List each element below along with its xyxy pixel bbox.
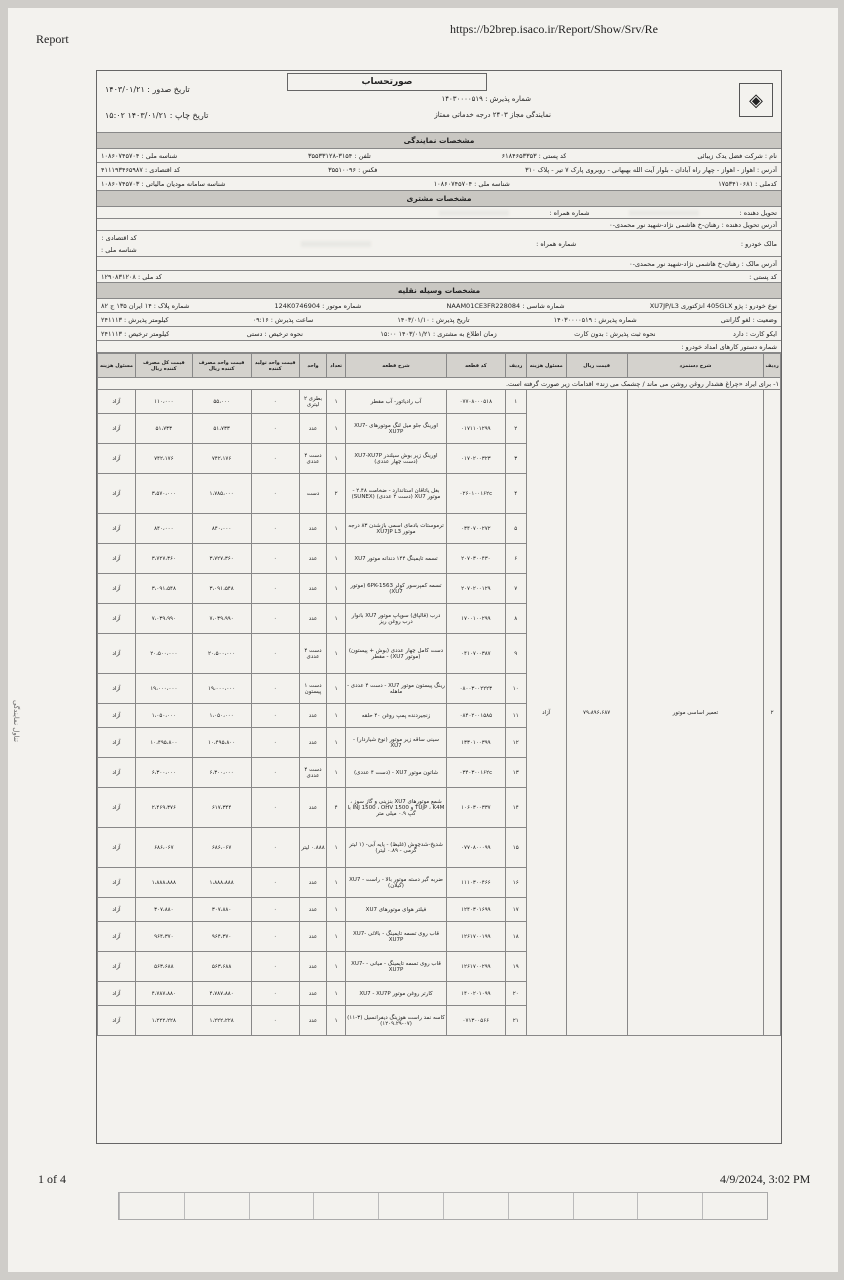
part-manufacturer-price: ۰ (251, 728, 299, 758)
customer-postal: کد پستی : (749, 272, 777, 281)
next-page-strip (118, 1192, 768, 1220)
part-row-number: ۱۹ (505, 952, 526, 982)
part-manufacturer-price: ۰ (251, 390, 299, 414)
browser-print-title: Report (36, 32, 69, 46)
redacted-field (439, 210, 509, 216)
part-unit-price: ۵۱،۷۳۳ (192, 414, 251, 444)
vehicle-km-out: کیلومتر ترخیص : ۲۴۱۱۱۳ (101, 329, 170, 338)
part-description: ترموستات بادمای اسمی بازشدن ۸۳ درجه موتور XU7JP L3 (346, 514, 447, 544)
column-header: قیمت کل مصرف کننده ریال (135, 354, 192, 378)
part-unit: عدد (299, 728, 326, 758)
issue-date: تاریخ صدور : ۱۴۰۳/۰۱/۲۱ (105, 85, 190, 94)
part-code: ۱۲۶۱۷۰۰۱۹۹ (446, 922, 505, 952)
part-manufacturer-price: ۰ (251, 952, 299, 982)
part-unit: عدد (299, 574, 326, 604)
part-code: ۱۲۴۰۳۰۱۶۹۹ (446, 898, 505, 922)
part-description: بغل یاتاقان استاندارد - ضخامت ۲.۴۸ - موتور XU7 (دست ۲ عددی) (SUNEX) (346, 474, 447, 514)
part-manufacturer-price: ۰ (251, 414, 299, 444)
part-total-price: ۱،۸۸۸،۸۸۸ (135, 868, 192, 898)
part-unit-price: ۱،۸۸۸،۸۸۸ (192, 868, 251, 898)
part-code: ۱۷۰۰۱۰۰۲۹۹ (446, 604, 505, 634)
vehicle-km-in: کیلومتر پذیرش : ۲۴۱۱۱۳ (101, 315, 169, 324)
customer-row-4 (97, 257, 781, 271)
part-row-number: ۲۰ (505, 982, 526, 1006)
part-code: ۲۰۷۰۲۰۰۱۲۹ (446, 574, 505, 604)
part-description: شاتون موتور XU7 - (دست ۴ عددی) (346, 758, 447, 788)
invoice-title: صورتحساب (287, 73, 487, 91)
binding-margin-text: تناول نمایندگی (12, 700, 20, 742)
print-date: تاریخ چاپ : ۱۴۰۳/۰۱/۲۱ ۱۵:۰۲ (105, 111, 209, 120)
part-manufacturer-price: ۰ (251, 828, 299, 868)
part-unit: عدد (299, 414, 326, 444)
part-unit-price: ۷۴۲،۱۷۶ (192, 444, 251, 474)
part-quantity: ۱ (327, 922, 346, 952)
column-header: واحد (299, 354, 326, 378)
column-header: مسئول هزینه (526, 354, 566, 378)
part-manufacturer-price: ۰ (251, 514, 299, 544)
part-payer: آزاد (98, 390, 136, 414)
part-payer: آزاد (98, 574, 136, 604)
agency-postal: کد پستی : ۶۱۸۴۶۵۳۳۵۳ (501, 151, 567, 160)
part-code: ۰۳۴۰۳۰۰۱۶۲c (446, 758, 505, 788)
column-header: مسئول هزینه (98, 354, 136, 378)
part-unit: دست (299, 474, 326, 514)
part-total-price: ۱۰،۴۹۵،۸۰۰ (135, 728, 192, 758)
part-code: ۰۷۱۳۰۰۵۶۶ (446, 1006, 505, 1036)
page-counter: 1 of 4 (38, 1172, 66, 1186)
part-unit-price: ۹۶۴،۳۷۰ (192, 922, 251, 952)
labor-payer: آزاد (526, 390, 566, 1036)
part-unit-price: ۱۰،۴۹۵،۸۰۰ (192, 728, 251, 758)
part-row-number: ۱۳ (505, 758, 526, 788)
part-total-price: ۲۰،۵۰۰،۰۰۰ (135, 634, 192, 674)
vehicle-row-3 (97, 327, 781, 341)
part-payer: آزاد (98, 922, 136, 952)
vehicle-notice-time: زمان اطلاع به مشتری : ۱۴۰۳/۰۱/۲۱ ۱۵:۰۰ (380, 329, 497, 338)
part-unit-price: ۶،۳۰۰،۰۰۰ (192, 758, 251, 788)
part-payer: آزاد (98, 788, 136, 828)
part-unit: عدد (299, 868, 326, 898)
part-unit-price: ۶۱۷،۳۴۴ (192, 788, 251, 828)
part-payer: آزاد (98, 828, 136, 868)
part-code: ۱۱۱۰۳۰۰۴۶۶ (446, 868, 505, 898)
part-total-price: ۶،۳۰۰،۰۰۰ (135, 758, 192, 788)
part-description: اورینگ زیر بوش سیلندر XU7-XU7P (دست چهار عددی) (346, 444, 447, 474)
part-total-price: ۹۶۴،۳۷۰ (135, 922, 192, 952)
part-row-number: ۳ (505, 444, 526, 474)
part-payer: آزاد (98, 952, 136, 982)
part-manufacturer-price: ۰ (251, 444, 299, 474)
part-payer: آزاد (98, 898, 136, 922)
part-unit: دست ۱ پیستون (299, 674, 326, 704)
redacted-field (629, 210, 699, 216)
vehicle-chassis: شماره شاسی : NAAM01CE3FR228084 (446, 301, 565, 310)
part-description: درب (قالپاق) سوپاپ موتور XU7 بانوار درب روغن ریز (346, 604, 447, 634)
part-description: قاب روی تسمه تایمینگ - بالائی XU7-XU7P (346, 922, 447, 952)
vehicle-reception-date: تاریخ پذیرش : ۱۴۰۳/۰۱/۱۰ (397, 315, 470, 324)
part-quantity: ۱ (327, 604, 346, 634)
part-row-number: ۸ (505, 604, 526, 634)
part-payer: آزاد (98, 982, 136, 1006)
agency-economic-code: کد اقتصادی : ۴۱۱۱۹۳۴۶۵۹۸۷ (101, 165, 181, 174)
customer-delivery-address: آدرس تحویل دهنده : رهنان-خ هاشمی نژاد-شهید نور محمدی-۰ (609, 220, 777, 229)
part-row-number: ۲۱ (505, 1006, 526, 1036)
customer-owner-address: آدرس مالک : رهنان-خ هاشمی نژاد-شهید نور محمدی-۰ (629, 259, 777, 268)
part-total-price: ۱۱۰،۰۰۰ (135, 390, 192, 414)
part-total-price: ۳،۰۹۱،۵۴۸ (135, 574, 192, 604)
part-total-price: ۱۹،۰۰۰،۰۰۰ (135, 674, 192, 704)
part-payer: آزاد (98, 544, 136, 574)
customer-national-id: شناسه ملی : (101, 245, 137, 254)
labor-row-number: ۲ (764, 390, 781, 1036)
part-unit-price: ۵۶۳،۶۸۸ (192, 952, 251, 982)
part-row-number: ۷ (505, 574, 526, 604)
part-code: ۱۳۳۰۱۰۰۳۹۹ (446, 728, 505, 758)
agency-branch-code: کدملی : ۱۷۵۳۴۱۰۶۸۱ (718, 179, 777, 188)
part-row-number: ۱۰ (505, 674, 526, 704)
part-row-number: ۱۲ (505, 728, 526, 758)
part-unit: دست ۴ عددی (299, 444, 326, 474)
part-quantity: ۱ (327, 514, 346, 544)
agency-national-id: شناسه ملی : ۱۰۸۶۰۷۴۵۷۰۴ (101, 151, 178, 160)
part-unit-price: ۱۹،۰۰۰،۰۰۰ (192, 674, 251, 704)
part-total-price: ۶۸۶،۰۶۷ (135, 828, 192, 868)
part-total-price: ۵۶۳،۶۸۸ (135, 952, 192, 982)
part-unit-price: ۱،۷۸۵،۰۰۰ (192, 474, 251, 514)
part-code: ۰۳۴۰۷۰۰۲۷۲ (446, 514, 505, 544)
part-description: شمع موتورهای XU7 بنزینی و گاز سوز ، TUjP ، K4M و INJ 1500 ، OHV 1500 با گپ ۰.۹ میلی متر (346, 788, 447, 828)
part-code: ۰۱۷۱۱۰۱۲۹۹ (446, 414, 505, 444)
part-description: رینگ پیستون موتور XU7 - دست ۴ عددی - ماهله (346, 674, 447, 704)
part-manufacturer-price: ۰ (251, 898, 299, 922)
part-total-price: ۷۴۲،۱۷۶ (135, 444, 192, 474)
part-payer: آزاد (98, 868, 136, 898)
vehicle-status: وضعیت : لغو گارانتی (720, 315, 777, 324)
part-unit: بطری ۲ لیتری (299, 390, 326, 414)
vehicle-row-2 (97, 313, 781, 327)
customer-row-1 (97, 207, 781, 219)
part-row-number: ۱۶ (505, 868, 526, 898)
part-unit: عدد (299, 604, 326, 634)
customer-row-2 (97, 219, 781, 231)
labor-price: ۷۹،۸۹۶،۶۸۷ (566, 390, 627, 1036)
part-code: ۰۸۰۰۳۰۰۲۲۲۳ (446, 674, 505, 704)
part-unit: عدد (299, 544, 326, 574)
part-manufacturer-price: ۰ (251, 704, 299, 728)
vehicle-engine: شماره موتور : 124K0746904 (274, 301, 362, 310)
part-payer: آزاد (98, 728, 136, 758)
column-header: ردیف (505, 354, 526, 378)
part-payer: آزاد (98, 444, 136, 474)
part-quantity: ۱ (327, 828, 346, 868)
part-quantity: ۱ (327, 982, 346, 1006)
part-description: کاسه نمد راست هوزینگ دیفرانسیل (۳-۱۱) (۰۷-۱۲۰۹.۲۹) (346, 1006, 447, 1036)
part-quantity: ۴ (327, 788, 346, 828)
part-row-number: ۱۵ (505, 828, 526, 868)
agency-name: نام : شرکت فضل یدک زیبائی (697, 151, 777, 160)
vehicle-registration: نحوه ثبت پذیرش : بدون کارت (574, 329, 656, 338)
customer-section-title: مشخصات مشتری (97, 191, 781, 207)
part-description: فیلتر هوای موتورهای XU7 (346, 898, 447, 922)
part-quantity: ۱ (327, 868, 346, 898)
part-total-price: ۱،۰۵۰،۰۰۰ (135, 704, 192, 728)
part-row-number: ۲ (505, 414, 526, 444)
vehicle-ecocard: ایکو کارت : دارد (732, 329, 777, 338)
column-header: قیمت ریال (566, 354, 627, 378)
part-payer: آزاد (98, 758, 136, 788)
column-header: تعداد (327, 354, 346, 378)
part-quantity: ۱ (327, 728, 346, 758)
part-description: کارتر روغن موتور XU7 - XU7P (346, 982, 447, 1006)
customer-row-5 (97, 271, 781, 283)
reception-number: شماره پذیرش : ۱۴۰۳۰۰۰۰۵۱۹ (441, 95, 531, 103)
part-payer: آزاد (98, 604, 136, 634)
part-quantity: ۱ (327, 674, 346, 704)
part-code: ۲۰۷۰۳۰۰۴۳۰ (446, 544, 505, 574)
part-row-number: ۱۸ (505, 922, 526, 952)
agency-national-id-2: شناسه ملی : ۱۰۸۶۰۷۴۵۷۰۴ (433, 179, 510, 188)
part-payer: آزاد (98, 414, 136, 444)
redacted-field (301, 241, 371, 247)
services-table (97, 353, 781, 1036)
customer-row-3 (97, 231, 781, 257)
part-total-price: ۷،۰۳۹،۹۹۰ (135, 604, 192, 634)
agency-row-1 (97, 149, 781, 163)
vehicle-row-1 (97, 299, 781, 313)
part-row-number: ۵ (505, 514, 526, 544)
part-unit: عدد (299, 922, 326, 952)
part-unit-price: ۳،۰۹۱،۵۴۸ (192, 574, 251, 604)
customer-owner-mobile: شماره همراه : (536, 239, 577, 248)
customer-deliverer: تحویل دهنده : (739, 208, 777, 217)
print-timestamp: 4/9/2024, 3:02 PM (720, 1172, 811, 1186)
vehicle-reception-time: ساعت پذیرش : ۰۹:۱۶ (252, 315, 314, 324)
browser-print-url: https://b2brep.isaco.ir/Report/Show/Srv/Re (450, 22, 658, 36)
part-quantity: ۱ (327, 634, 346, 674)
agency-grade: نمایندگی مجاز ۲۴۰۳ درجه خدماتی ممتاز (434, 111, 551, 119)
part-description: تسمه تایمینگ ۱۴۴ دندانه موتور XU7 (346, 544, 447, 574)
part-quantity: ۱ (327, 952, 346, 982)
part-description: دست کامل چهار عددی (بوش + پیستون) (موتور XU7) - مقطر (346, 634, 447, 674)
part-unit-price: ۳۰۷،۸۸۰ (192, 898, 251, 922)
complaint-row (98, 378, 781, 390)
part-quantity: ۲ (327, 474, 346, 514)
column-header: شرح دستمزد (627, 354, 764, 378)
part-payer: آزاد (98, 514, 136, 544)
part-unit-price: ۱،۰۵۰،۰۰۰ (192, 704, 251, 728)
part-total-price: ۳،۵۷۰،۰۰۰ (135, 474, 192, 514)
part-unit-price: ۷،۰۳۹،۹۹۰ (192, 604, 251, 634)
part-code: ۱۴۰۰۲۰۱۰۹۹ (446, 982, 505, 1006)
complaint-text: ۱- برای ایراد «چراغ هشدار روغن روشن می ماند / چشمک می زند» اقدامات زیر صورت گرفته است. (98, 378, 781, 390)
part-manufacturer-price: ۰ (251, 868, 299, 898)
part-quantity: ۱ (327, 758, 346, 788)
agency-section-title: مشخصات نمایندگی (97, 133, 781, 149)
part-code: ۰۴۱۰۷۰۰۳۸۷ (446, 634, 505, 674)
table-row (98, 390, 781, 414)
isaco-logo-icon: ◈ (739, 83, 773, 117)
part-total-price: ۴،۷۸۷،۸۸۰ (135, 982, 192, 1006)
vehicle-release-mode: نحوه ترخیص : دستی (246, 329, 303, 338)
part-row-number: ۶ (505, 544, 526, 574)
part-code: ۰۷۷۰۸۰۰۰۹۹ (446, 828, 505, 868)
customer-national-code: کد ملی : ۱۲۹۰۸۳۱۲۰۸ (101, 272, 162, 281)
part-row-number: ۱۱ (505, 704, 526, 728)
part-row-number: ۱ (505, 390, 526, 414)
vehicle-section-title: مشخصات وسیله نقلیه (97, 283, 781, 299)
part-quantity: ۱ (327, 574, 346, 604)
part-total-price: ۲،۴۶۹،۳۷۶ (135, 788, 192, 828)
part-description: اورینگ جلو میل لنگ موتورهای XU7-XU7P (346, 414, 447, 444)
part-row-number: ۴ (505, 474, 526, 514)
part-code: ۰۲۶۰۱۰۰۱۶۲c (446, 474, 505, 514)
part-unit-price: ۶۸۶،۰۶۷ (192, 828, 251, 868)
part-quantity: ۱ (327, 704, 346, 728)
part-unit: عدد (299, 952, 326, 982)
part-description: شدیخ-شدچوش (غلیظ) - پایه آبی- (۱ لیتر گرمی - ۰.۸۹ لیتر) (346, 828, 447, 868)
agency-address: آدرس : اهواز - اهواز - چهار راه آبادان - بلوار آیت الله بهبهانی - روبروی پارک ۷ تیر - پلاک ۳۱۰ (525, 165, 777, 174)
part-description: آب رادیاتور- آب مقطر (346, 390, 447, 414)
part-manufacturer-price: ۰ (251, 922, 299, 952)
part-unit: دست ۴ عددی (299, 758, 326, 788)
part-manufacturer-price: ۰ (251, 604, 299, 634)
vehicle-relief-orders: شماره دستور کارهای امداد خودرو : (681, 342, 777, 351)
part-total-price: ۵۱،۷۳۳ (135, 414, 192, 444)
part-row-number: ۱۷ (505, 898, 526, 922)
part-description: ضربه گیر دسته موتور بالا - راست - XU7 (کیلان) (346, 868, 447, 898)
customer-mobile: شماره همراه : (549, 208, 590, 217)
part-code: ۱۲۶۱۷۰۰۲۹۹ (446, 952, 505, 982)
part-description: سینی ساقه زیر موتور (نوع شیاردار) - XU7 (346, 728, 447, 758)
agency-row-2 (97, 163, 781, 177)
part-manufacturer-price: ۰ (251, 788, 299, 828)
agency-row-3 (97, 177, 781, 191)
table-header-row (98, 354, 781, 378)
part-description: قاب روی تسمه تایمینگ - میانی - XU7-XU7P (346, 952, 447, 982)
part-payer: آزاد (98, 634, 136, 674)
part-unit: ۰.۸۸۸ لیتر (299, 828, 326, 868)
customer-owner: مالک خودرو : (740, 239, 777, 248)
customer-codes (101, 234, 137, 254)
part-total-price: ۳۰۷،۸۸۰ (135, 898, 192, 922)
part-quantity: ۱ (327, 544, 346, 574)
part-code: ۰۷۷۰۸۰۰۰۵۱۸ (446, 390, 505, 414)
customer-economic-code: کد اقتصادی : (101, 233, 137, 242)
part-quantity: ۱ (327, 414, 346, 444)
part-payer: آزاد (98, 1006, 136, 1036)
part-manufacturer-price: ۰ (251, 474, 299, 514)
invoice-document (96, 70, 782, 1144)
part-unit-price: ۸۴۰،۰۰۰ (192, 514, 251, 544)
agency-phone: تلفن : ۳۱۵۴-۳۵۵۳۳۱۲۸ (308, 151, 371, 160)
labor-description: تعمیر اساسی موتور (627, 390, 764, 1036)
column-header: شرح قطعه (346, 354, 447, 378)
part-manufacturer-price: ۰ (251, 674, 299, 704)
part-unit-price: ۲۰،۵۰۰،۰۰۰ (192, 634, 251, 674)
part-code: ۰۱۷۰۲۰۰۳۲۳ (446, 444, 505, 474)
column-header: ردیف (764, 354, 781, 378)
part-unit: عدد (299, 1006, 326, 1036)
part-code: ۱۰۶۰۳۰۰۳۳۷ (446, 788, 505, 828)
part-payer: آزاد (98, 704, 136, 728)
part-manufacturer-price: ۰ (251, 982, 299, 1006)
column-header: کد قطعه (446, 354, 505, 378)
part-unit-price: ۳،۷۲۷،۳۶۰ (192, 544, 251, 574)
part-unit: عدد (299, 982, 326, 1006)
part-unit-price: ۱،۲۲۲،۲۲۸ (192, 1006, 251, 1036)
part-unit: عدد (299, 704, 326, 728)
part-manufacturer-price: ۰ (251, 634, 299, 674)
part-manufacturer-price: ۰ (251, 758, 299, 788)
part-quantity: ۱ (327, 444, 346, 474)
part-unit: دست ۴ عددی (299, 634, 326, 674)
column-header: قیمت واحد تولید کننده (251, 354, 299, 378)
vehicle-row-4 (97, 341, 781, 353)
agency-tax-id: شناسه سامانه مودیان مالیاتی : ۱۰۸۶۰۷۴۵۷۰۳ (101, 179, 226, 188)
part-total-price: ۸۴۰،۰۰۰ (135, 514, 192, 544)
invoice-header (97, 71, 781, 133)
part-quantity: ۱ (327, 898, 346, 922)
part-unit: عدد (299, 898, 326, 922)
part-total-price: ۳،۷۲۷،۳۶۰ (135, 544, 192, 574)
part-code: ۰۸۴۰۲۰۰۱۵۸۵ (446, 704, 505, 728)
part-payer: آزاد (98, 674, 136, 704)
part-unit-price: ۴،۷۸۷،۸۸۰ (192, 982, 251, 1006)
part-description: زنجیردنده پمپ روغن ۴۰ حلقه (346, 704, 447, 728)
part-unit-price: ۵۵،۰۰۰ (192, 390, 251, 414)
part-row-number: ۱۴ (505, 788, 526, 828)
part-total-price: ۱،۲۲۲،۲۲۸ (135, 1006, 192, 1036)
part-manufacturer-price: ۰ (251, 544, 299, 574)
part-quantity: ۱ (327, 390, 346, 414)
part-manufacturer-price: ۰ (251, 1006, 299, 1036)
part-unit: عدد (299, 514, 326, 544)
part-description: تسمه کمپرسور کولر 6PK-1563 (موتور XU7) (346, 574, 447, 604)
column-header: قیمت واحد مصرف کننده ریال (192, 354, 251, 378)
part-quantity: ۱ (327, 1006, 346, 1036)
vehicle-type: نوع خودرو : پژو 405GLX انژکتوری XU7JP/L3 (649, 301, 777, 310)
agency-fax: فکس : ۳۵۵۱۰۰۹۶ (328, 165, 378, 174)
part-unit: عدد (299, 788, 326, 828)
part-row-number: ۹ (505, 634, 526, 674)
vehicle-plate: شماره پلاک : ۱۴ ایران ۱۳۵ ج ۸۲ (101, 301, 190, 310)
vehicle-reception: شماره پذیرش : ۱۴۰۳۰۰۰۰۵۱۹ (553, 315, 637, 324)
part-payer: آزاد (98, 474, 136, 514)
part-manufacturer-price: ۰ (251, 574, 299, 604)
